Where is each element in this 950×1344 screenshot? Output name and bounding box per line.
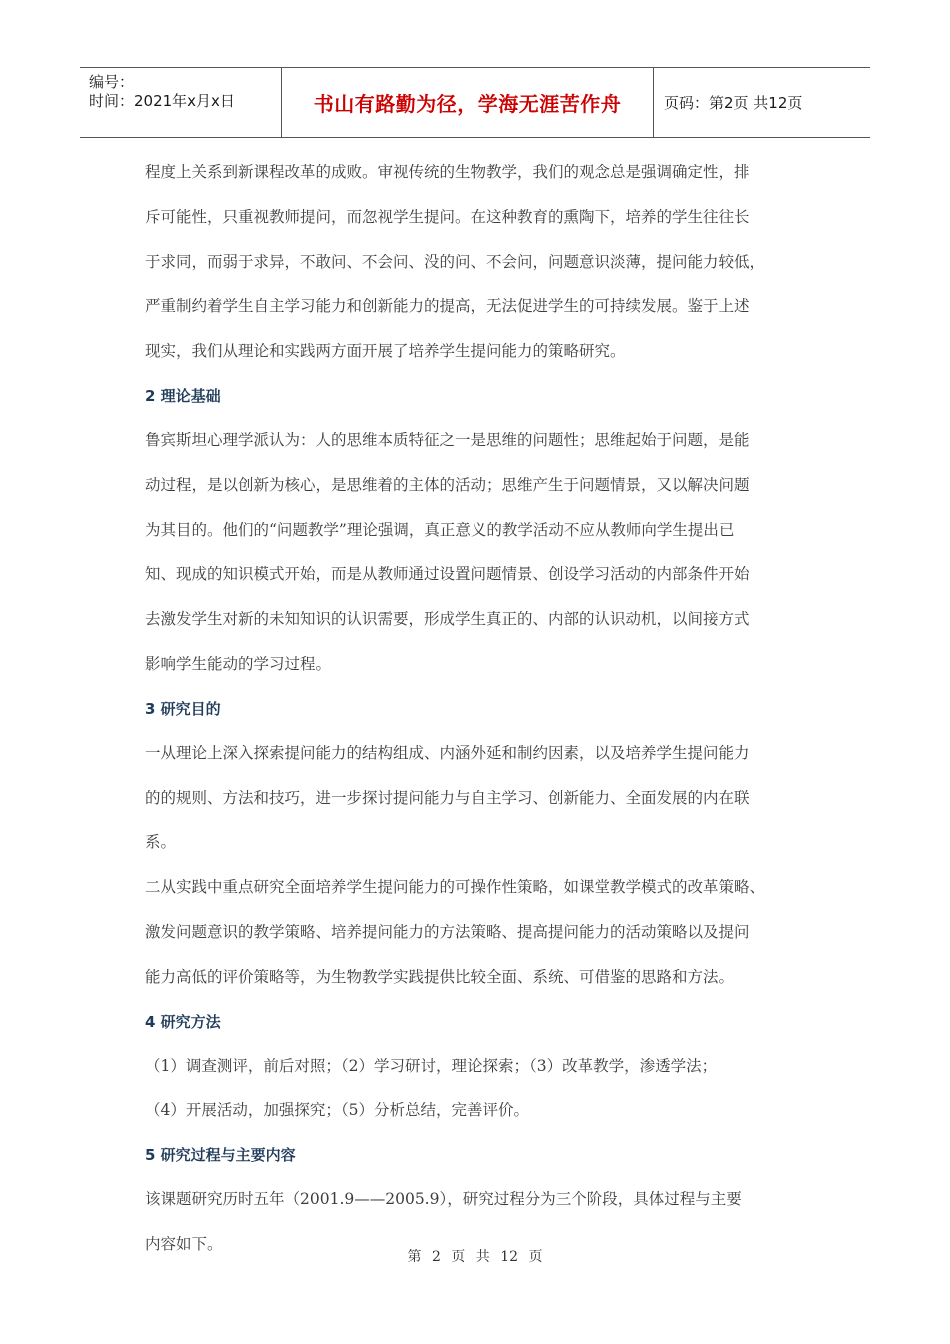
paragraph-line: 于求同，而弱于求异，不敢问、不会问、没的问、不会问，问题意识淡薄，提问能力较低， [145,252,766,271]
paragraph-line: 为其目的。他们的“问题教学”理论强调，真正意义的教学活动不应从教师向学生提出已 [145,520,735,539]
paragraph-line: 该课题研究历时五年（2001.9——2005.9），研究过程分为三个阶段，具体过程与主要 [145,1190,742,1209]
paragraph-line: 一从理论上深入探索提问能力的结构组成、内涵外延和制约因素，以及培养学生提问能力 [145,743,750,762]
paragraph-line: 系。 [145,833,177,852]
paragraph-line: 动过程，是以创新为核心，是思维着的主体的活动；思维产生于问题情景，又以解决问题 [145,475,750,494]
paragraph-line: 的的规则、方法和技巧，进一步探讨提问能力与自主学习、创新能力、全面发展的内在联 [145,788,750,807]
paragraph-line: 二从实践中重点研究全面培养学生提问能力的可操作性策略，如课堂教学模式的改革策略、 [145,878,766,897]
paragraph-line: 影响学生能动的学习过程。 [145,654,332,673]
header-motto: 书山有路勤为径，学海无涯苦作舟 [282,68,654,137]
paragraph-line: 鲁宾斯坦心理学派认为：人的思维本质特征之一是思维的问题性；思维起始于问题，是能 [145,430,750,449]
paragraph-line: 能力高低的评价策略等，为生物教学实践提供比较全面、系统、可借鉴的思路和方法。 [145,967,735,986]
document-body [145,150,815,1267]
page-footer: 第 2 页 共 12 页 [407,1249,543,1265]
header-page-info: 页码：第2页 共12页 [664,94,803,112]
paragraph-line: （1）调查测评，前后对照；（2）学习研讨，理论探索；（3）改革教学，渗透学法； [145,1056,718,1075]
paragraph-line: 严重制约着学生自主学习能力和创新能力的提高，无法促进学生的可持续发展。鉴于上述 [145,297,750,316]
paragraph-line: 知、现成的知识模式开始，而是从教师通过设置问题情景、创设学习活动的内部条件开始 [145,565,750,584]
paragraph-line: 斥可能性，只重视教师提问，而忽视学生提问。在这种教育的熏陶下，培养的学生往往长 [145,207,750,226]
section-heading: 5 研究过程与主要内容 [145,1146,296,1165]
paragraph-line: （4）开展活动，加强探究；（5）分析总结，完善评价。 [145,1101,529,1120]
paragraph-line: 去激发学生对新的未知知识的认识需要，形成学生真正的、内部的认识动机，以间接方式 [145,610,750,629]
paragraph-line: 程度上关系到新课程改革的成败。审视传统的生物教学，我们的观念总是强调确定性，排 [145,163,750,181]
section-heading: 4 研究方法 [145,1012,221,1031]
section-heading: 3 研究目的 [145,699,221,718]
header-meta [80,68,282,137]
section-heading: 2 理论基础 [145,386,221,405]
document-time-label: 时间：2021年x月x日 [89,92,235,110]
document-number-label: 编号： [89,73,135,91]
paragraph-line: 内容如下。 [145,1234,223,1253]
page-header [80,67,870,138]
paragraph-line: 现实，我们从理论和实践两方面开展了培养学生提问能力的策略研究。 [145,342,626,361]
paragraph-line: 激发问题意识的教学策略、培养提问能力的方法策略、提高提问能力的活动策略以及提问 [145,922,750,941]
